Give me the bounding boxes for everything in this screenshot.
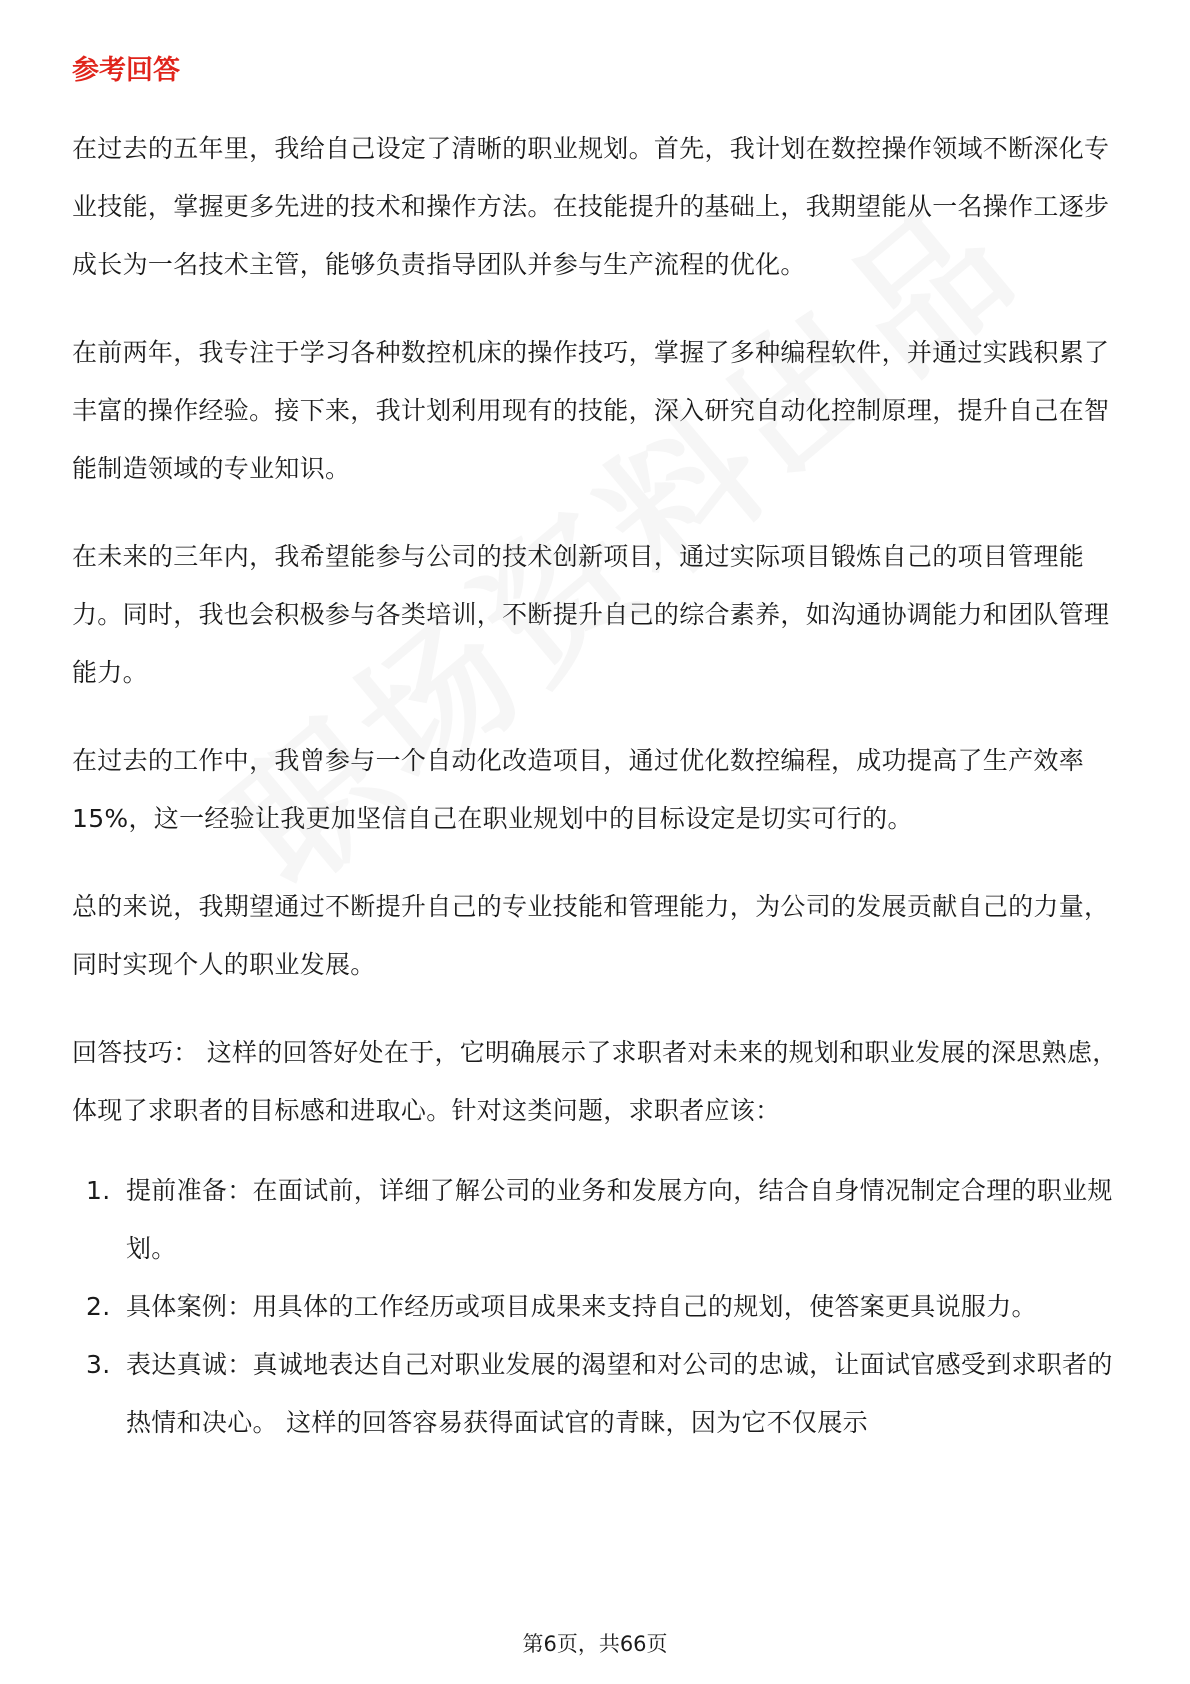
list-number: 2. (86, 1292, 111, 1321)
list-number: 3. (86, 1350, 111, 1379)
list-item-text: 表达真诚：真诚地表达自己对职业发展的渴望和对公司的忠诚，让面试官感受到求职者的热情和决心。 这样的回答容易获得面试官的青睐，因为它不仅展示 (126, 1350, 1113, 1437)
paragraph-4: 在过去的工作中，我曾参与一个自动化改造项目，通过优化数控编程，成功提高了生产效率15%，这一经验让我更加坚信自己在职业规划中的目标设定是切实可行的。 (72, 746, 1085, 833)
list-item (72, 1278, 1118, 1336)
list-item-text: 提前准备：在面试前，详细了解公司的业务和发展方向，结合自身情况制定合理的职业规划。 (126, 1176, 1113, 1263)
section-heading: 参考回答 (72, 55, 180, 86)
document-content (72, 52, 1118, 1452)
paragraph-3: 在未来的三年内，我希望能参与公司的技术创新项目，通过实际项目锻炼自己的项目管理能力。同时，我也会积极参与各类培训，不断提升自己的综合素养，如沟通协调能力和团队管理能力。 (72, 542, 1110, 687)
page-number-footer: 第6页，共66页 (522, 1632, 668, 1656)
list-item (72, 1162, 1118, 1278)
tips-list (72, 1162, 1118, 1452)
paragraph-1: 在过去的五年里，我给自己设定了清晰的职业规划。首先，我计划在数控操作领域不断深化专业技能，掌握更多先进的技术和操作方法。在技能提升的基础上，我期望能从一名操作工逐步成长为一名技术主管，能够负责指导团队并参与生产流程的优化。 (72, 134, 1110, 279)
list-item-text: 具体案例：用具体的工作经历或项目成果来支持自己的规划，使答案更具说服力。 (126, 1292, 1037, 1321)
list-number: 1. (86, 1176, 111, 1205)
list-item (72, 1336, 1118, 1452)
paragraph-5: 总的来说，我期望通过不断提升自己的专业技能和管理能力，为公司的发展贡献自己的力量，同时实现个人的职业发展。 (72, 892, 1110, 979)
paragraph-2: 在前两年，我专注于学习各种数控机床的操作技巧，掌握了多种编程软件，并通过实践积累了丰富的操作经验。接下来，我计划利用现有的技能，深入研究自动化控制原理，提升自己在智能制造领域的专业知识。 (72, 338, 1110, 483)
answer-tips-paragraph: 回答技巧： 这样的回答好处在于，它明确展示了求职者对未来的规划和职业发展的深思熟虑，体现了求职者的目标感和进取心。针对这类问题，求职者应该： (72, 1038, 1118, 1125)
